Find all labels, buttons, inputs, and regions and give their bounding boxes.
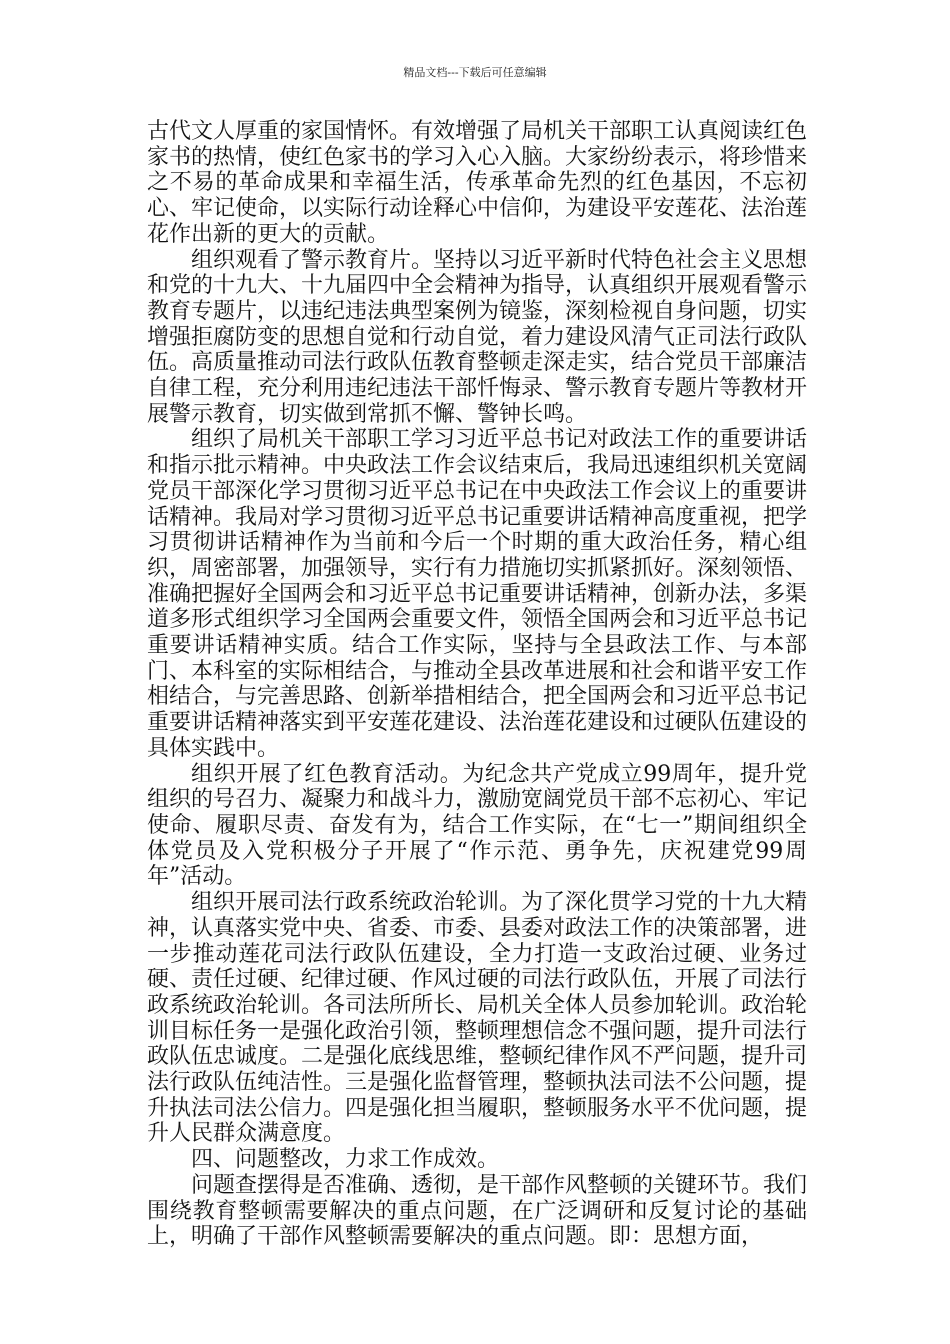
- page-header: 精品文档---下载后可任意编辑: [403, 66, 547, 79]
- paragraph-1: 古代文人厚重的家国情怀。有效增强了局机关干部职工认真阅读红色家书的热情，使红色家书的学习入心入脑。大家纷纷表示，将珍惜来之不易的革命成果和幸福生活，传承革命先烈的红色基因，不忘初心、牢记使命，以实际行动诠释心中信仰，为建设平安莲花、法治莲花作出新的更大的贡献。: [147, 119, 808, 247]
- paragraph-6: 问题查摆得是否准确、透彻，是干部作风整顿的关键环节。我们围绕教育整顿需要解决的重点问题，在广泛调研和反复讨论的基础上，明确了干部作风整顿需要解决的重点问题。即：思想方面，: [147, 1172, 808, 1250]
- paragraph-2: 组织观看了警示教育片。坚持以习近平新时代特色社会主义思想和党的十九大、十九届四中全会精神为指导，认真组织开展观看警示教育专题片，以违纪违法典型案例为镜鉴，深刻检视自身问题，切实增强拒腐防变的思想自觉和行动自觉，着力建设风清气正司法行政队伍。高质量推动司法行政队伍教育整顿走深走实，结合党员干部廉洁自律工程，充分利用违纪违法干部忏悔录、警示教育专题片等教材开展警示教育，切实做到常抓不懈、警钟长鸣。: [147, 247, 808, 427]
- section-heading: 四、问题整改，力求工作成效。: [191, 1147, 500, 1173]
- paragraph-5: 组织开展司法行政系统政治轮训。为了深化贯学习党的十九大精神，认真落实党中央、省委、市委、县委对政法工作的决策部署，进一步推动莲花司法行政队伍建设，全力打造一支政治过硬、业务过硬、责任过硬、纪律过硬、作风过硬的司法行政队伍，开展了司法行政系统政治轮训。各司法所所长、局机关全体人员参加轮训。政治轮训目标任务一是强化政治引领，整顿理想信念不强问题，提升司法行政队伍忠诚度。二是强化底线思维，整顿纪律作风不严问题，提升司法行政队伍纯洁性。三是强化监督管理，整顿执法司法不公问题，提升执法司法公信力。四是强化担当履职，整顿服务水平不优问题，提升人民群众满意度。: [147, 890, 808, 1147]
- paragraph-3: 组织了局机关干部职工学习习近平总书记对政法工作的重要讲话和指示批示精神。中央政法工作会议结束后，我局迅速组织机关宽阔党员干部深化学习贯彻习近平总书记在中央政法工作会议上的重要讲话精神。我局对学习贯彻习近平总书记重要讲话精神高度重视，把学习贯彻讲话精神作为当前和今后一个时期的重大政治任务，精心组织，周密部署，加强领导，实行有力措施切实抓紧抓好。深刻领悟、准确把握好全国两会和习近平总书记重要讲话精神，创新办法，多渠道多形式组织学习全国两会重要文件，领悟全国两会和习近平总书记重要讲话精神实质。结合工作实际，坚持与全县政法工作、与本部门、本科室的实际相结合，与推动全县改革进展和社会和谐平安工作相结合，与完善思路、创新举措相结合，把全国两会和习近平总书记重要讲话精神落实到平安莲花建设、法治莲花建设和过硬队伍建设的具体实践中。: [147, 427, 808, 761]
- document-body: [147, 119, 807, 1250]
- paragraph-4: 组织开展了红色教育活动。为纪念共产党成立99周年，提升党组织的号召力、凝聚力和战斗力，激励宽阔党员干部不忘初心、牢记使命、履职尽责、奋发有为，结合工作实际，在“七一”期间组织全体党员及入党积极分子开展了“作示范、勇争先，庆祝建党99周年”活动。: [147, 761, 808, 890]
